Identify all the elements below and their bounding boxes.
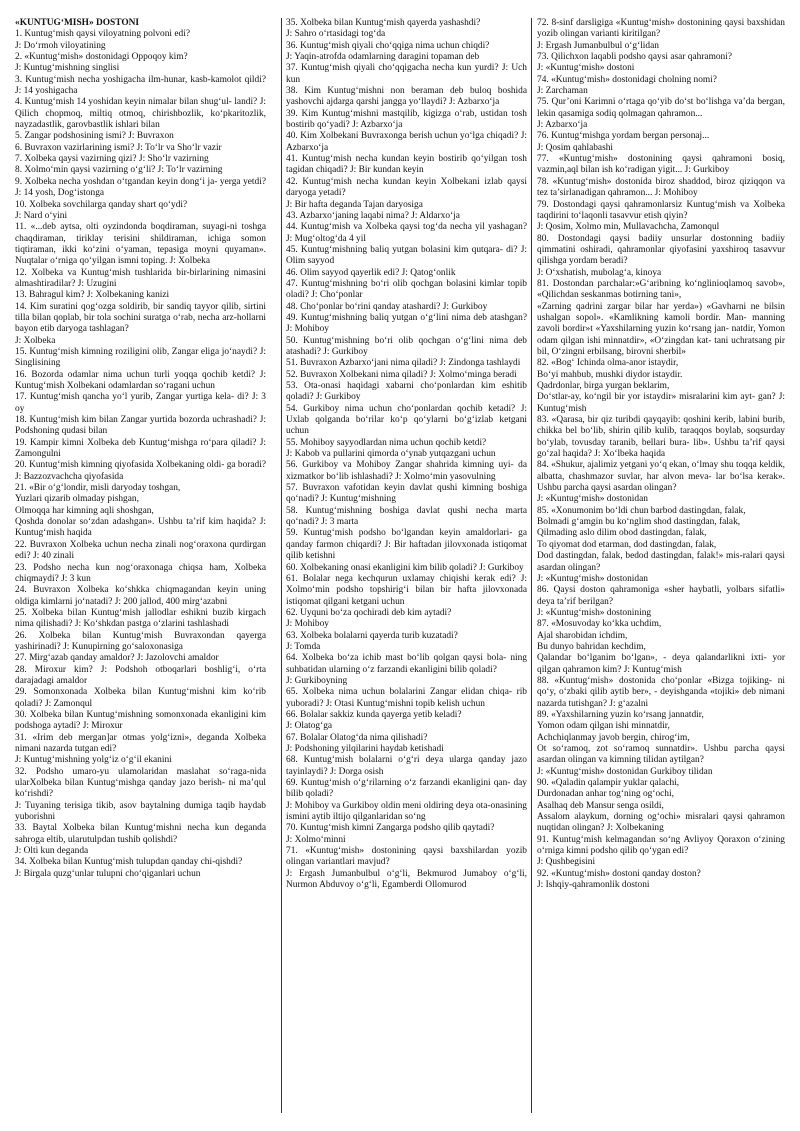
qa-line: 63. Xolbeka bolalarni qayerda turib kuzatadi? <box>286 630 458 641</box>
qa-line: 66. Bolalar sakkiz kunda qayerga yetib keladi? <box>286 709 462 720</box>
qa-line: 49. Kuntug‘mishning baliq yutgan o‘g‘lini nima deb atashgan? J: Mohiboy <box>286 312 527 335</box>
qa-line: 14. Kim suratini qog‘ozga soldirib, bir sandiq tayyor qilib, sirtini tilla bilan qoplab, bir tola sochini suratga o‘rab, necha arz-hollarni bayon etib daryoga tashlagan? <box>15 301 266 335</box>
qa-line: 34. Xolbeka bilan Kuntug‘mish tulupdan qanday chi-qishdi? <box>15 857 243 868</box>
qa-line: To qiyomat dod etarman, dod dastingdan, falak, <box>537 539 717 550</box>
qa-line: 30. Xolbeka bilan Kuntug‘mishning somonxonada ekanligini kim podshoga aytadi? J: Miroxur <box>15 709 266 732</box>
qa-line: 64. Xolbeka bo‘za ichib mast bo‘lib qolgan qaysi bola- ning suhbatidan ularning o‘z farzandi ekanligini bilib qoladi? <box>286 653 527 675</box>
qa-line: 22. Buvraxon Xolbeka uchun necha zinali nog‘oraxona qurdirgan edi? J: 40 zinali <box>15 539 266 562</box>
qa-line: 80. Dostondagi qaysi badiiy unsurlar dostonning badiiy qimmatini oshiradi, qahramonlar qiyofasini yaxshiroq tasavvur qilishga yordam beradi? <box>537 233 785 267</box>
qa-line: 51. Buvraxon Azbarxo‘jani nima qiladi? J: Zindonga tashlaydi <box>286 358 521 369</box>
qa-line: J: Qosim, Xolmo min, Mullavachcha, Zamonqul <box>537 222 720 233</box>
qa-line: 7. Xolbeka qaysi vazirning qizi? J: Sho‘lr vazirning <box>15 154 209 165</box>
qa-line: J: «Kuntug‘mish» dostoni <box>537 63 635 74</box>
qa-line: J: O‘xshatish, mubolag‘a, kinoya <box>537 267 662 278</box>
qa-line: 11. «...deb aytsa, olti oyzindonda boqdiraman, suyagi-ni toshga chaqdiraman, tiriklay terisini shildiraman, ichiga somon tiqtiraman, ikki ko‘zini o‘yaman, tepasiga moyni quyaman». Nuqtalar o‘rniga qo‘yilgan ismni toping. J: Xolbeka <box>15 222 266 267</box>
qa-line: 23. Podsho necha kun nog‘oraxonaga chiqsa ham, Xolbeka chiqmaydi? J: 3 kun <box>15 562 266 584</box>
qa-line: 20. Kuntug‘mish kimning qiyofasida Xolbekaning oldi- ga boradi? J: Bazzozvachcha qiyofasida <box>15 460 266 482</box>
qa-line: 43. Azbarxo‘janing laqabi nima? J: Aldarxo‘ja <box>286 210 460 221</box>
qa-line: 32. Podsho umaro-yu ulamolaridan maslahat so‘raga-nida ularXolbeka bilan Kuntug‘mishga qanday jazo berish- ni ma’qul ko‘rishdi? <box>15 766 266 800</box>
qa-line: 86. Qaysi doston qahramoniga «sher haybatli, yolbars sifatli» deya ta’rif berilgan? <box>537 585 785 607</box>
qa-line: 6. Buvraxon vazirlarining ismi? J: To‘lr va Sho‘lr vazir <box>15 142 222 153</box>
qa-line: 77. «Kuntug‘mish» dostonining qaysi qahramoni bosiq, vazmin,aql bilan ish ko‘radigan yigit... J: Gurkiboy <box>537 154 785 176</box>
qa-line: 25. Xolbeka bilan Kuntug‘mish jallodlar eshikni buzib kirgach nima qilishadi? J: Ko‘shkdan pastga o‘zlarini tashlashadi <box>15 607 266 630</box>
qa-line: 28. Miroxur kim? J: Podshoh otboqarlari boshlig‘i, o‘rta darajadagi amaldor <box>15 664 266 686</box>
qa-line: Qilmading aslo dilim obod dastingdan, falak, <box>537 528 707 539</box>
qa-line: J: «Kuntug‘mish» dostonidan <box>537 573 648 584</box>
document-title: «KUNTUG‘MISH» DOSTONI <box>15 18 140 28</box>
qa-line: Yuzlari qizarib olmaday pishgan, <box>15 494 139 505</box>
qa-line: Asalhaq deb Mansur senga osildi, <box>537 800 664 811</box>
qa-line: J: Azbarxo‘ja <box>537 120 588 131</box>
qa-line: 89. «Yaxshilarning yuzin ko‘rsang jannatdir, <box>537 709 704 720</box>
qa-line: 69. Kuntug‘mish o‘g‘rilarning o‘z farzandi ekanligini qan- day bilib qoladi? <box>286 778 527 800</box>
qa-line: 87. «Mosuvoday ko‘kka uchdim, <box>537 619 662 630</box>
qa-line: Achchiqlanmay javob bergin, chirog‘im, <box>537 732 690 743</box>
qa-line: 81. Dostondan parchalar:»G‘aribning ko‘nglinioqlamoq savob», «Qilichdan seskanmas botirning tani», <box>537 278 785 301</box>
qa-line: 61. Bolalar nega kechqurun uxlamay chiqishi kerak edi? J: Xolmo‘min podsho topshirig‘i bilan bir hafta jilovxonada istiqomat qilgani ketgani uchun <box>286 573 527 607</box>
qa-line: J: Qosim qahlabashi <box>537 142 614 153</box>
qa-line: 68. Kuntug‘mish bolalarni o‘g‘ri deya ularga qanday jazo tayinlaydi? J: Dorga osish <box>286 755 527 777</box>
qa-line: J: Ishqiy-qahramonlik dostoni <box>537 880 650 891</box>
column-1 <box>15 18 266 1113</box>
qa-line: 52. Buvraxon Xolbekani nima qiladi? J: Xolmo‘minga beradi <box>286 369 517 380</box>
qa-line: 53. Ota-onasi haqidagi xabarni cho‘ponlardan kim eshitib qoladi? J: Gurkiboy <box>286 381 527 403</box>
qa-line: J: Xolmo‘minni <box>286 834 346 845</box>
qa-line: J: Zarchaman <box>537 86 588 97</box>
qa-line: 46. Olim sayyod qayerlik edi? J: Qatog‘onlik <box>286 267 456 278</box>
qa-line: 17. Kuntug‘mish qancha yo‘l yurib, Zangar yurtiga kela- di? J: 3 oy <box>15 392 266 414</box>
qa-line: 3. Kuntug‘mish necha yoshigacha ilm-hunar, kasb-kamolot qildi? J: 14 yoshigacha <box>15 74 266 97</box>
qa-line: 55. Mohiboy sayyodlardan nima uchun qochib ketdi? <box>286 437 487 448</box>
qa-line: 19. Kampir kimni Xolbeka deb Kuntug‘mishga ro‘para qiladi? J: Zamongulni <box>15 437 266 460</box>
qa-line: J: Yaqin-atrofda odamlarning daragini topaman deb <box>286 52 480 63</box>
qa-line: Bo‘yi mahbub, mushki diydor istaydir. <box>537 369 683 380</box>
qa-line: 70. Kuntug‘mish kimni Zangarga podsho qilib qaytadi? <box>286 823 495 834</box>
qa-line: 13. Bahragul kim? J: Xolbekaning kanizi <box>15 290 170 301</box>
qa-line: 12. Xolbeka va Kuntug‘mish tushlarida bir-birlarining nimasini almashtiradilar? J: Uzugini <box>15 267 266 289</box>
qa-line: J: Olti kun deganda <box>15 846 89 857</box>
qa-line: J: Qushbegisini <box>537 857 596 868</box>
qa-line: 79. Dostondagi qaysi qahramonlarsiz Kuntug‘mish va Xolbeka taqdirini to‘laqonli tasavvur etish qiyin? <box>537 199 785 221</box>
qa-line: 24. Buvraxon Xolbeka ko‘shkka chiqmagandan keyin uning oldiga kimlarni jo‘natadi? J: 200 jallod, 400 mirg‘azabni <box>15 585 266 607</box>
qa-line: 9. Xolbeka necha yoshdan o‘tgandan keyin dong‘i ja- yerga yetdi? J: 14 yosh, Dog‘istonga <box>15 176 266 199</box>
qa-line: J: Mohiboy va Gurkiboy oldin meni oldiring deya ota-onasining ismini aytib iltijo qilganlaridan so‘ng <box>286 800 527 823</box>
qa-line: 75. Qur’oni Karimni o‘rtaga qo‘yib do‘st bo‘lishga va’da bergan, lekin qasamiga sodiq qolmagan qahramon... <box>537 97 785 119</box>
qa-line: 41. Kuntug‘mish necha kundan keyin bostirib qo‘yilgan tosh tagidan chiqadi? J: Bir kundan keyin <box>286 154 527 176</box>
qa-line: 67. Bolalar Olatog‘da nima qilishadi? <box>286 732 428 743</box>
qa-line: J: Nard o‘yini <box>15 210 68 221</box>
qa-line: 48. Cho‘ponlar bo‘rini qanday atashardi? J: Gurkiboy <box>286 301 488 312</box>
qa-line: J: Kuntug‘mishning yolg‘iz o‘g‘il ekanini <box>15 755 172 766</box>
qa-line: 21. «Bir o‘g‘londir, misli daryoday toshgan, <box>15 483 181 494</box>
column-3-body <box>537 18 785 891</box>
column-2 <box>281 18 532 1113</box>
qa-line: J: Ergash Jumanbulbul o‘g‘li, Bekmurod Jumaboy o‘g‘li, Nurmon Abduvoy o‘g‘li, Egamberdi Ollomurod <box>286 868 527 891</box>
qa-line: 50. Kuntug‘mishning bo‘ri olib qochgan o‘g‘lini nima deb atashadi? J: Gurkiboy <box>286 335 527 357</box>
qa-line: 56. Gurkiboy va Mohiboy Zangar shahrida kimning uyi- da xizmatkor bo‘lib ishlashadi? J: Xolmo‘min yasovulning <box>286 460 527 482</box>
qa-line: Bu dunyo bahridan kechdim, <box>537 641 646 652</box>
qa-line: 16. Bozorda odamlar nima uchun turli yoqqa qochib ketdi? J: Kuntug‘mish Xolbekani odamlardan so‘ragani uchun <box>15 369 266 391</box>
qa-line: J: Kabob va pullarini qimorda o‘ynab yutqazgani uchun <box>286 449 496 460</box>
qa-line: Ot so‘ramoq, zot so‘ramoq sunnatdir». Ushbu parcha qaysi asardan olingan va kimning tilidan aytilgan? <box>537 744 785 766</box>
qa-line: J: Gurkiboyning <box>286 675 348 686</box>
column-2-body <box>286 18 527 891</box>
qa-line: 82. «Bog‘ Ichinda olma-anor istaydir, <box>537 358 679 369</box>
qa-line: J: Bir hafta deganda Tajan daryosiga <box>286 199 423 210</box>
qa-line: 38. Kim Kuntug‘mishni non beraman deb buloq boshida yashovchi ajdarga qarshi jangga yo‘llaydi? J: Azbarxo‘ja <box>286 86 527 108</box>
qa-line: 4. Kuntug‘mish 14 yoshidan keyin nimalar bilan shug‘ul- landi? J: Qilich chopmoq, miltiq otmoq, chirishbozlik, ko‘pkaritozlik, nayzadastlik, garovbastlik ishlari bilan <box>15 97 266 131</box>
qa-line: Dod dastingdan, falak, bedod dastingdan, falak!» mis-ralari qaysi asardan olingan? <box>537 551 785 573</box>
qa-line: 92. «Kuntug‘mish» dostoni qanday doston? <box>537 868 701 879</box>
qa-line: 83. «Qarasa, bir qiz turibdi qayqayib: qoshini kerib, labini burib, chikka bel bo‘lib, shirin qilib kulib, taraqqos boylab, soqsurday bo‘ylab, tovusday taranib, bellari bura- lib». Ushbu ta’rif qaysi go‘zal haqida? J: Xo‘lbeka haqida <box>537 415 785 460</box>
qa-line: J: «Kuntug‘mish» dostonidan <box>537 494 648 505</box>
qa-line: Qadrdonlar, birga yurgan beklarim, <box>537 381 670 391</box>
qa-line: 60. Xolbekaning onasi ekanligini kim bilib qoladi? J: Gurkiboy <box>286 562 524 573</box>
column-1-body <box>15 29 266 880</box>
column-3 <box>537 18 785 1113</box>
qa-line: J: Ergash Jumanbulbul o‘g‘lidan <box>537 40 659 51</box>
qa-line: 54. Gurkiboy nima uchun cho‘ponlardan qochib ketadi? J: Uxlab qolganda bo‘rilar ko‘p qo‘ylarni bo‘g‘izlab ketgani uchun <box>286 403 527 437</box>
qa-line: 58. Kuntug‘mishning boshiga davlat qushi necha marta qo‘nadi? J: 3 marta <box>286 505 527 528</box>
qa-line: 5. Zangar podshosining ismi? J: Buvraxon <box>15 131 174 142</box>
qa-line: 65. Xolbeka nima uchun bolalarini Zangar elidan chiqa- rib yuboradi? J: Otasi Kuntug‘mishni topib kelish uchun <box>286 687 527 709</box>
qa-line: J: Birgala quzg‘unlar tulupni cho‘qiganlari uchun <box>15 868 201 879</box>
qa-line: 37. Kuntug‘mish qiyali cho‘qqigacha necha kun yurdi? J: Uch kun <box>286 63 527 85</box>
qa-line: Ajal sharobidan ichdim, <box>537 630 628 641</box>
qa-line: J: «Kuntug‘mish» dostonining <box>537 607 652 618</box>
qa-line: 31. «Irim deb mergan]ar otmas yolg‘izni», deganda Xolbeka nimani nazarda tutgan edi? <box>15 732 266 754</box>
qa-line: 91. Kuntug‘mish kelmagandan so‘ng Avliyoy Qoraxon o‘zining o‘rniga kimni podsho qilib qo‘ygan edi? <box>537 834 785 857</box>
qa-line: Olmoqqa har kimning aqli shoshgan, <box>15 505 154 516</box>
qa-line: J: Do‘rmoh viloyatining <box>15 40 106 51</box>
qa-line: J: Tomda <box>286 641 321 652</box>
qa-line: 10. Xolbeka sovchilarga qanday shart qo‘ydi? <box>15 199 188 210</box>
qa-line: J: Mohiboy <box>286 619 329 630</box>
qa-line: Bolmadi g‘amgin bu ko‘nglim shod dastingdan, falak, <box>537 517 741 528</box>
qa-line: J: Olatog‘ga <box>286 721 333 732</box>
qa-line: 76. Kuntug‘mishga yordam bergan personaj... <box>537 131 710 142</box>
qa-line: Qoshda donolar so‘zdan adashgan». Ushbu ta’rif kim haqida? J: Kuntug‘mish haqida <box>15 517 266 539</box>
qa-line: 88. «Kuntug‘mish» dostonida cho‘ponlar «Bizga tojiking- ni qo‘y, o‘zbaki qilib aytib ber», - deyishganda «tojiki» deb nimani nazarda tutishgan? J: g‘azalni <box>537 675 785 709</box>
qa-line: Qalandar bo‘lganim bo‘lgan», - deya qalandarlikni ixti- yor qilgan qahramon kim? J: Kuntug‘mish <box>537 653 785 675</box>
qa-line: 18. Kuntug‘mish kim bilan Zangar yurtida bozorda uchrashadi? J: Podshoning qudasi bilan <box>15 415 266 437</box>
qa-line: Yomon odam qilgan ishi minnatdir, <box>537 721 670 732</box>
qa-line: 62. Uyquni bo‘za qochiradi deb kim aytadi? <box>286 607 452 618</box>
qa-line: 35. Xolbeka bilan Kuntug‘mish qayerda yashashdi? <box>286 18 481 28</box>
qa-line: J: Podshoning yilqilarini haydab ketishadi <box>286 744 444 754</box>
qa-line: 29. Somonxonada Xolbeka bilan Kuntug‘mishni kim ko‘rib qoladi? J: Zamonqul <box>15 687 266 709</box>
qa-line: 36. Kuntug‘mish qiyali cho‘qqiga nima uchun chiqdi? <box>286 40 490 51</box>
qa-line: J: Sahro o‘rtasidagi tog‘da <box>286 29 386 40</box>
qa-line: 71. «Kuntug‘mish» dostonining qaysi baxshilardan yozib olingan variantlari mavjud? <box>286 846 527 868</box>
qa-line: 33. Baytal Xolbeka bilan Kuntug‘mishni necha kun deganda sahroga eltib, ularutulpdan tushib qolishdi? <box>15 823 266 845</box>
qa-line: Assalom alaykum, dorning og‘ochi» misralari qaysi qahramon nuqtidan olingan? J: Xolbekaning <box>537 812 785 834</box>
qa-line: 59. Kuntug‘mish podsho bo‘lgandan keyin amaldorlari- ga qanday farmon chiqardi? J: Bir haftadan jilovxonada istiqomat qilib ketishni <box>286 528 527 562</box>
qa-line: 39. Kim Kuntug‘mishni mastqilib, kigizga o‘rab, ustidan tosh bostirib qo‘yadi? J: Azbarxo‘ja <box>286 108 527 131</box>
qa-line: 90. «Qaladin qalampir yuklar qalachi, <box>537 778 680 789</box>
qa-line: 57. Buvraxon vafotidan keyin davlat qushi kimning boshiga qo‘nadi? J: Kuntug‘mishning <box>286 483 527 505</box>
qa-line: 8. Xolmo‘min qaysi vazirning o‘g‘li? J: To‘lr vazirning <box>15 165 223 176</box>
qa-line: 72. 8-sinf darsligiga «Kuntug‘mish» dostonining qaysi baxshidan yozib olingan varianti kiritilgan? <box>537 18 785 40</box>
qa-line: J: Tuyaning terisiga tikib, asov baytalning dumiga taqib haydab yuborishni <box>15 800 266 823</box>
qa-line: 40. Kim Xolbekani Buvraxonga berish uchun yo‘lga chiqadi? J: Azbarxo‘ja <box>286 131 527 153</box>
qa-line: J: «Kuntug‘mish» dostonidan Gurkiboy tilidan <box>537 766 713 777</box>
qa-line: 78. «Kuntug‘mish» dostonida biroz shaddod, biroz qiziqqon va tez ta’sirlanadigan qahramon... J: Mohiboy <box>537 176 785 199</box>
qa-line: 1. Kuntug‘mish qaysi viloyatning polvoni edi? <box>15 29 190 40</box>
qa-line: 84. «Shukur, ajalimiz yetgani yo‘q ekan, o‘lmay shu toqqa keldik, albatta, chashmazor suvlar, har alvon meva- lar bo‘lsa kerak». Ushbu parcha qaysi asardan olingan? <box>537 460 785 494</box>
qa-line: 85. «Xonumonim bo‘ldi chun barbod dastingdan, falak, <box>537 505 746 516</box>
document-page <box>15 18 785 1113</box>
qa-line: 26. Xolbeka bilan Kuntug‘mish Buvraxondan qayerga yashirinadi? J: Kunupirning go‘saloxonasiga <box>15 630 266 652</box>
qa-line: 42. Kuntug‘mish necha kundan keyin Xolbekani izlab qaysi daryoga yetadi? <box>286 176 527 199</box>
qa-line: 15. Kuntug‘mish kimning roziligini olib, Zangar eliga jo‘naydi? J: Singlisining <box>15 346 266 369</box>
qa-line: 27. Mirg‘azab qanday amaldor? J: Jazolovchi amaldor <box>15 653 219 664</box>
qa-line: Do‘stlar-ay, ko‘ngil bir yor istaydir» misralarini kim ayt- gan? J: Kuntug‘mish <box>537 392 785 414</box>
qa-line: 47. Kuntug‘mishning bo‘ri olib qochgan bolasini kimlar topib oladi? J: Cho‘ponlar <box>286 278 527 301</box>
qa-line: Durdonadan anhar tog‘ning og‘ochi, <box>537 789 674 800</box>
qa-line: 2. «Kuntug‘mish» dostonidagi Oppoqoy kim? <box>15 52 188 63</box>
qa-line: «Zarning qadrini zargar bilar har yerda») «Gavharni ne bilsin ushalgan sopol». «Kamlikning kamoli bordir. Man- manning zavoli bordir»t «Yaxshilarning yuzin ko‘rsang jan- natdir, Yomon odam qilgan ishi minnatdir», «O‘zingdan kat- tani uchratsang pir bil, O‘zingni erbilsang, birovni sherbil» <box>537 301 785 357</box>
qa-line: J: Xolbeka <box>15 335 56 346</box>
qa-line: 44. Kuntug‘mish va Xolbeka qaysi tog‘da necha yil yashagan? J: Mug‘oltog‘da 4 yil <box>286 222 527 244</box>
qa-line: J: Kuntug‘mishning singlisi <box>15 63 120 74</box>
qa-line: 74. «Kuntug‘mish» dostonidagi cholning nomi? <box>537 74 717 85</box>
qa-line: 73. Qilichxon laqabli podsho qaysi asar qahramoni? <box>537 52 733 63</box>
qa-line: 45. Kuntug‘mishning baliq yutgan bolasini kim qutqara- di? J: Olim sayyod <box>286 244 527 267</box>
